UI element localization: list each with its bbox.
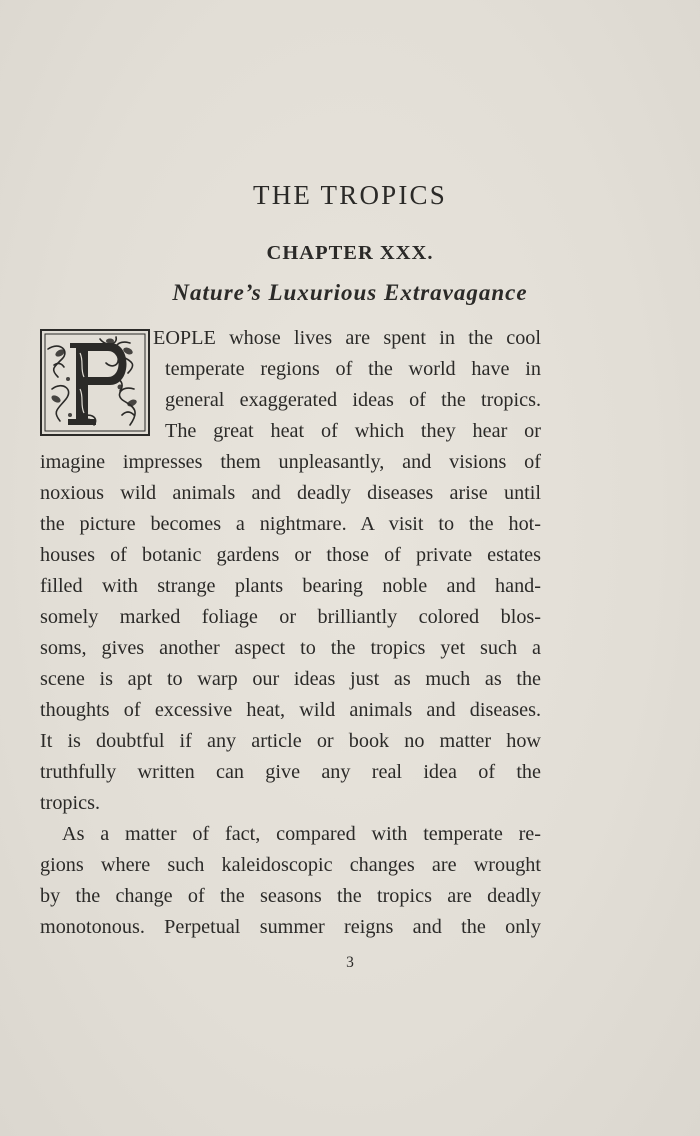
text-line: general exaggerated ideas of the tropics. xyxy=(165,389,541,411)
text-line: somely marked foliage or brilliantly colored blos- xyxy=(40,606,541,628)
text-line: houses of botanic gardens or those of private estates xyxy=(40,544,541,566)
text-line: As a matter of fact, compared with temperate re- xyxy=(62,823,541,845)
text-line: monotonous. Perpetual summer reigns and the only xyxy=(40,916,541,938)
text-line: gions where such kaleidoscopic changes are wrought xyxy=(40,854,541,876)
chapter-heading: THE TROPICS xyxy=(253,180,447,210)
text-line: truthfully written can give any real idea of the xyxy=(40,761,541,783)
text-line: thoughts of excessive heat, wild animals and diseases. xyxy=(40,699,541,721)
page-number: 3 xyxy=(346,954,354,971)
drop-cap-initial xyxy=(40,329,150,436)
ornamental-initial-p-icon xyxy=(40,329,150,436)
text-line: imagine impresses them unpleasantly, and visions of xyxy=(40,451,541,473)
text-line: soms, gives another aspect to the tropics yet such a xyxy=(40,637,541,659)
text-line: temperate regions of the world have in xyxy=(165,358,541,380)
text-line: tropics. xyxy=(40,792,100,814)
text-line: by the change of the seasons the tropics are deadly xyxy=(40,885,541,907)
text-line: The great heat of which they hear or xyxy=(165,420,541,442)
text-line: the picture becomes a nightmare. A visit to the hot- xyxy=(40,513,541,535)
chapter-subtitle: Nature’s Luxurious Extravagance xyxy=(172,280,528,305)
text-line: It is doubtful if any article or book no matter how xyxy=(40,730,541,752)
chapter-number: CHAPTER XXX. xyxy=(266,242,434,264)
text-line: filled with strange plants bearing noble and hand- xyxy=(40,575,541,597)
text-line: scene is apt to warp our ideas just as much as the xyxy=(40,668,541,690)
text-line: EOPLE whose lives are spent in the cool xyxy=(153,327,541,349)
text-line: noxious wild animals and deadly diseases arise until xyxy=(40,482,541,504)
